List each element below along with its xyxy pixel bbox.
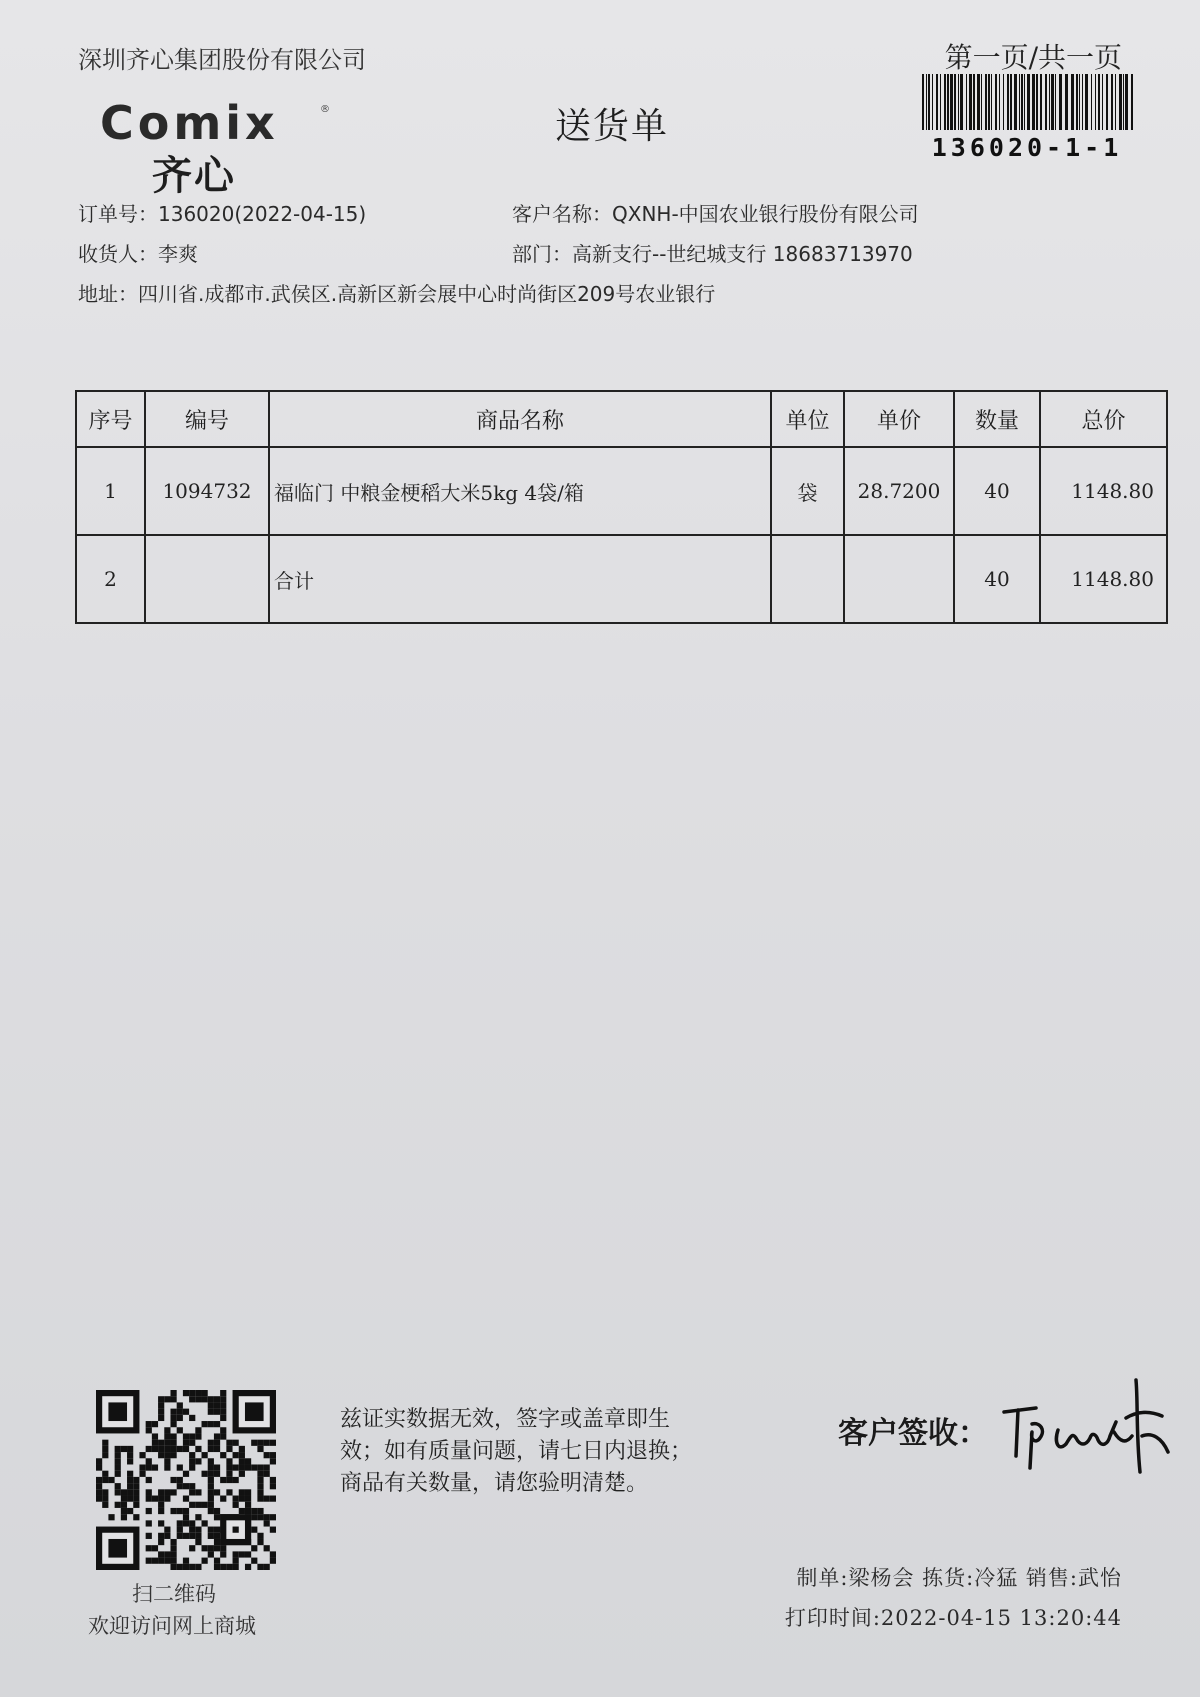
barcode-number: 136020-1-1	[931, 133, 1123, 162]
cell-unit: 袋	[771, 447, 844, 535]
staff-info: 制单:梁杨会 拣货:冷猛 销售:武怡	[796, 1566, 1122, 1590]
qr-caption: 扫二维码	[132, 1582, 216, 1606]
header-quantity: 数量	[954, 391, 1040, 447]
cell-code	[145, 535, 269, 623]
handwritten-signature	[996, 1372, 1176, 1482]
customer-signature-label: 客户签收：	[838, 1416, 988, 1451]
header-code: 编号	[145, 391, 269, 447]
table-row	[76, 447, 1167, 535]
cell-seq: 1	[76, 447, 145, 535]
goods-table	[75, 390, 1166, 624]
cell-seq: 2	[76, 535, 145, 623]
brand-logo: Comix	[100, 96, 279, 150]
notice-line: 商品有关数量，请您验明清楚。	[340, 1471, 649, 1496]
cell-code: 1094732	[145, 447, 269, 535]
cell-product-name: 合计	[269, 535, 771, 623]
receiver: 收货人：李爽	[78, 242, 198, 266]
notice-line: 兹证实数据无效，签字或盖章即生	[340, 1407, 671, 1432]
cell-total: 1148.80	[1040, 535, 1167, 623]
header-unit: 单位	[771, 391, 844, 447]
print-time: 打印时间:2022-04-15 13:20:44	[784, 1606, 1122, 1630]
cell-quantity: 40	[954, 535, 1040, 623]
document-title: 送货单	[555, 106, 670, 147]
cell-unit-price: 28.7200	[844, 447, 954, 535]
order-number: 订单号：136020(2022-04-15)	[78, 202, 367, 226]
header-total: 总价	[1040, 391, 1167, 447]
qr-code-icon	[96, 1390, 276, 1570]
notice-line: 效；如有质量问题，请七日内退换；	[340, 1439, 693, 1464]
brand-logo-cn: 齐心	[152, 153, 236, 199]
table-row	[76, 535, 1167, 623]
header-product-name: 商品名称	[269, 391, 771, 447]
cell-quantity: 40	[954, 447, 1040, 535]
table-header-row	[76, 391, 1167, 447]
registered-mark-icon: ®	[320, 104, 330, 115]
barcode	[920, 74, 1134, 162]
cell-total: 1148.80	[1040, 447, 1167, 535]
qr-caption-mall: 欢迎访问网上商城	[88, 1614, 256, 1638]
cell-unit-price	[844, 535, 954, 623]
cell-product-name: 福临门 中粮金梗稻大米5kg 4袋/箱	[269, 447, 771, 535]
department: 部门：高新支行--世纪城支行 18683713970	[512, 242, 913, 266]
header-unit-price: 单价	[844, 391, 954, 447]
company-name: 深圳齐心集团股份有限公司	[78, 46, 366, 74]
barcode-icon	[920, 74, 1134, 132]
cell-unit	[771, 535, 844, 623]
customer-name: 客户名称：QXNH-中国农业银行股份有限公司	[512, 202, 919, 226]
address: 地址：四川省.成都市.武侯区.高新区新会展中心时尚街区209号农业银行	[78, 282, 716, 306]
header-seq: 序号	[76, 391, 145, 447]
page-number: 第一页/共一页	[944, 41, 1122, 74]
